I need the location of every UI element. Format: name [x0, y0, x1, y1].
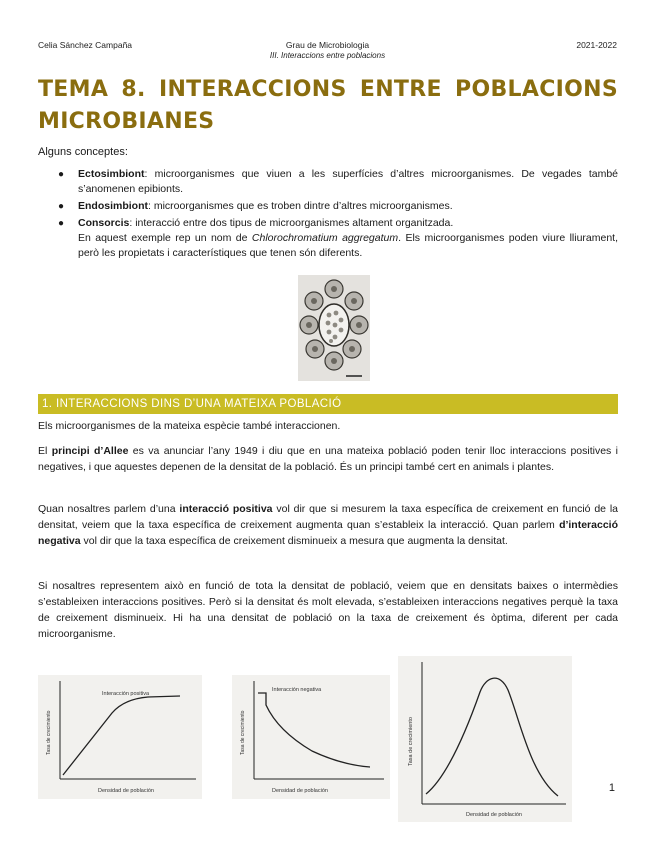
y-axis-label: Tasa de crecimiento: [240, 710, 246, 755]
header-center: [0, 40, 655, 61]
page-title: TEMA 8. INTERACCIONS ENTRE POBLACIONS MICROBIANES: [38, 77, 618, 134]
microscopy-image: [298, 275, 370, 381]
x-axis-label: Densidad de población: [98, 788, 154, 794]
header-degree: Grau de Microbiologia: [285, 40, 370, 50]
graph-label: Interacción positiva: [102, 691, 150, 697]
concepts-list: [58, 167, 618, 263]
paragraph: Quan nosaltres parlem d’una interacció positiva vol dir que si mesurem la taxa específica de creixement en funció de la densitat, veiem que la taxa específica de creixement augmenta quan s’estableix la interacció. Quan parlem d’interacció negativa vol dir que la taxa específica de creixement disminueix a mesura que augmenta la densitat.: [38, 503, 619, 547]
list-item: [58, 167, 618, 197]
list-item: [58, 216, 618, 261]
page-number: 1: [608, 782, 615, 794]
section-heading: 1. INTERACCIONS DINS D’UNA MATEIXA POBLACIÓ: [38, 394, 618, 414]
list-item: [58, 199, 618, 214]
concept-text: : interacció entre dos tipus de microorganismes altament organitzada.: [129, 217, 454, 229]
paragraph: El principi d’Allee es va anunciar l’any 1949 i diu que en una mateixa població poden tenir lloc interaccions positives i negatives, i que aquestes depenen de la densitat de la població. És un principi també cert en animals i plantes.: [38, 445, 619, 473]
bullet-icon: ●: [58, 218, 65, 229]
header-part: III. Interaccions entre poblacions: [269, 50, 386, 60]
concept-text: : microorganismes que es troben dintre d’altres microorganismes.: [148, 200, 453, 212]
concept-text: : microorganismes que viuen a les superfícies d’altres microorganismes. De vegades també s’anomenen epibionts.: [78, 168, 618, 195]
intro-text: Alguns conceptes:: [38, 146, 128, 158]
x-axis-label: Densidad de población: [272, 788, 328, 794]
header-year: 2021-2022: [576, 40, 617, 50]
header-author: Celia Sánchez Campaña: [38, 40, 133, 50]
concept-term: Ectosimbiont: [78, 168, 145, 180]
concept-term: Consorcis: [78, 217, 130, 229]
y-axis-label: Tasa de crecimiento: [408, 717, 414, 766]
bullet-icon: ●: [58, 169, 65, 180]
graph-negative-interaction: [232, 675, 390, 799]
x-axis-label: Densidad de población: [466, 812, 522, 818]
concept-note: En aquest exemple rep un nom de Chlorochromatium aggregatum. Els microorganismes poden viure lliurament, però les propietats i característiques que tenen són diferents.: [78, 232, 619, 259]
paragraph: Si nosaltres representem això en funció de tota la densitat de població, veiem que en densitats baixes o intermèdies s’estableixen interaccions positives. Però si la densitat és molt elevada, s’estableixen interaccions negatives perquè la taxa de creixement disminueix. Hi ha una densitat de població on la taxa de creixement és òptima, diferent per cada microorganisme.: [38, 580, 618, 640]
bullet-icon: ●: [58, 201, 65, 212]
concept-term: Endosimbiont: [78, 200, 148, 212]
graph-label: Interacción negativa: [272, 687, 322, 693]
graph-optimal-density: [398, 656, 572, 822]
y-axis-label: Tasa de crecimiento: [46, 710, 52, 755]
graph-positive-interaction: [38, 675, 202, 799]
paragraph: Els microorganismes de la mateixa espècie també interaccionen.: [38, 420, 341, 432]
